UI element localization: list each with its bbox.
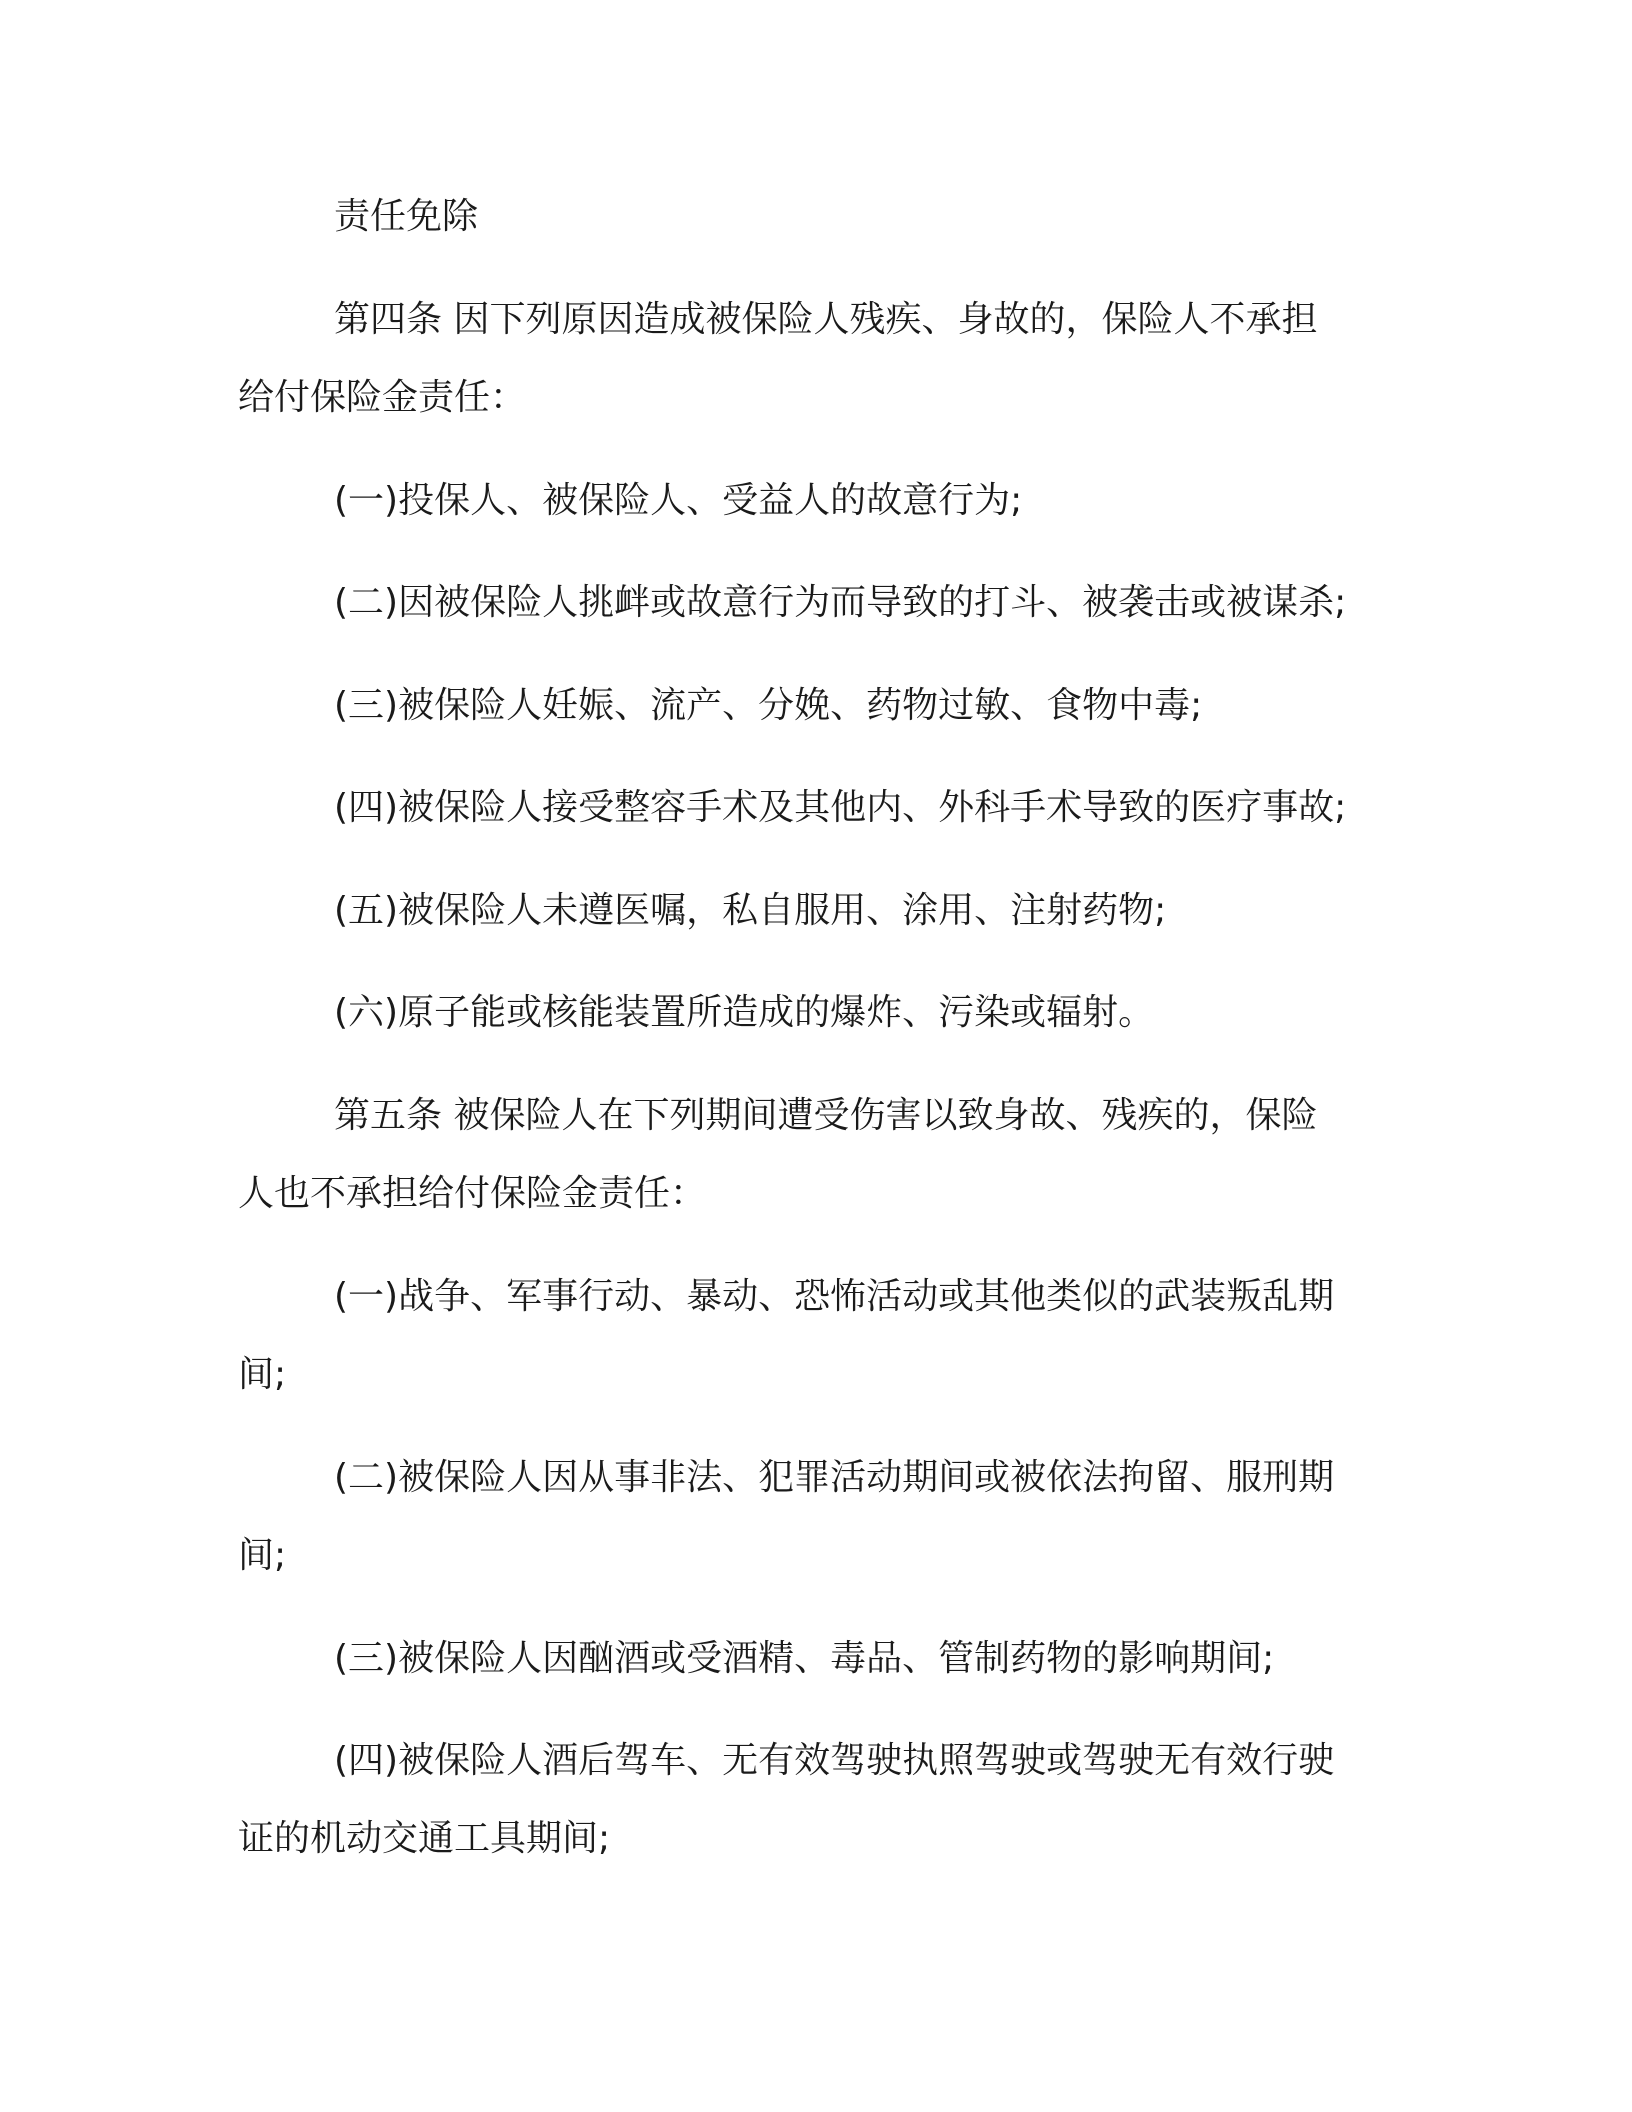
article-5-item-4-line-1: (四)被保险人酒后驾车、无有效驾驶执照驾驶或驾驶无有效行驶 — [334, 1740, 1335, 1781]
section-heading: 责任免除 — [334, 196, 479, 237]
article-4-item-6: (六)原子能或核能装置所造成的爆炸、污染或辐射。 — [334, 992, 1155, 1033]
article-5-item-2-line-2: 间; — [238, 1535, 287, 1576]
article-5-line-1: 第五条 被保险人在下列期间遭受伤害以致身故、残疾的，保险 — [334, 1095, 1318, 1136]
article-5-item-1-line-1: (一)战争、军事行动、暴动、恐怖活动或其他类似的武装叛乱期 — [334, 1276, 1335, 1317]
article-4-item-4: (四)被保险人接受整容手术及其他内、外科手术导致的医疗事故; — [334, 787, 1347, 828]
article-4-item-5: (五)被保险人未遵医嘱，私自服用、涂用、注射药物; — [334, 890, 1167, 931]
article-4-item-1: (一)投保人、被保险人、受益人的故意行为; — [334, 480, 1023, 521]
article-5-item-2-line-1: (二)被保险人因从事非法、犯罪活动期间或被依法拘留、服刑期 — [334, 1457, 1335, 1498]
article-5-item-4-line-2: 证的机动交通工具期间; — [238, 1818, 611, 1859]
article-5-line-2: 人也不承担给付保险金责任： — [238, 1173, 707, 1214]
article-4-item-2: (二)因被保险人挑衅或故意行为而导致的打斗、被袭击或被谋杀; — [334, 582, 1347, 623]
article-5-item-3: (三)被保险人因酗酒或受酒精、毒品、管制药物的影响期间; — [334, 1638, 1275, 1679]
article-4-item-3: (三)被保险人妊娠、流产、分娩、药物过敏、食物中毒; — [334, 685, 1203, 726]
article-4-line-1: 第四条 因下列原因造成被保险人残疾、身故的，保险人不承担 — [334, 299, 1318, 340]
article-4-line-2: 给付保险金责任： — [238, 377, 527, 418]
article-5-item-1-line-2: 间; — [238, 1354, 287, 1395]
